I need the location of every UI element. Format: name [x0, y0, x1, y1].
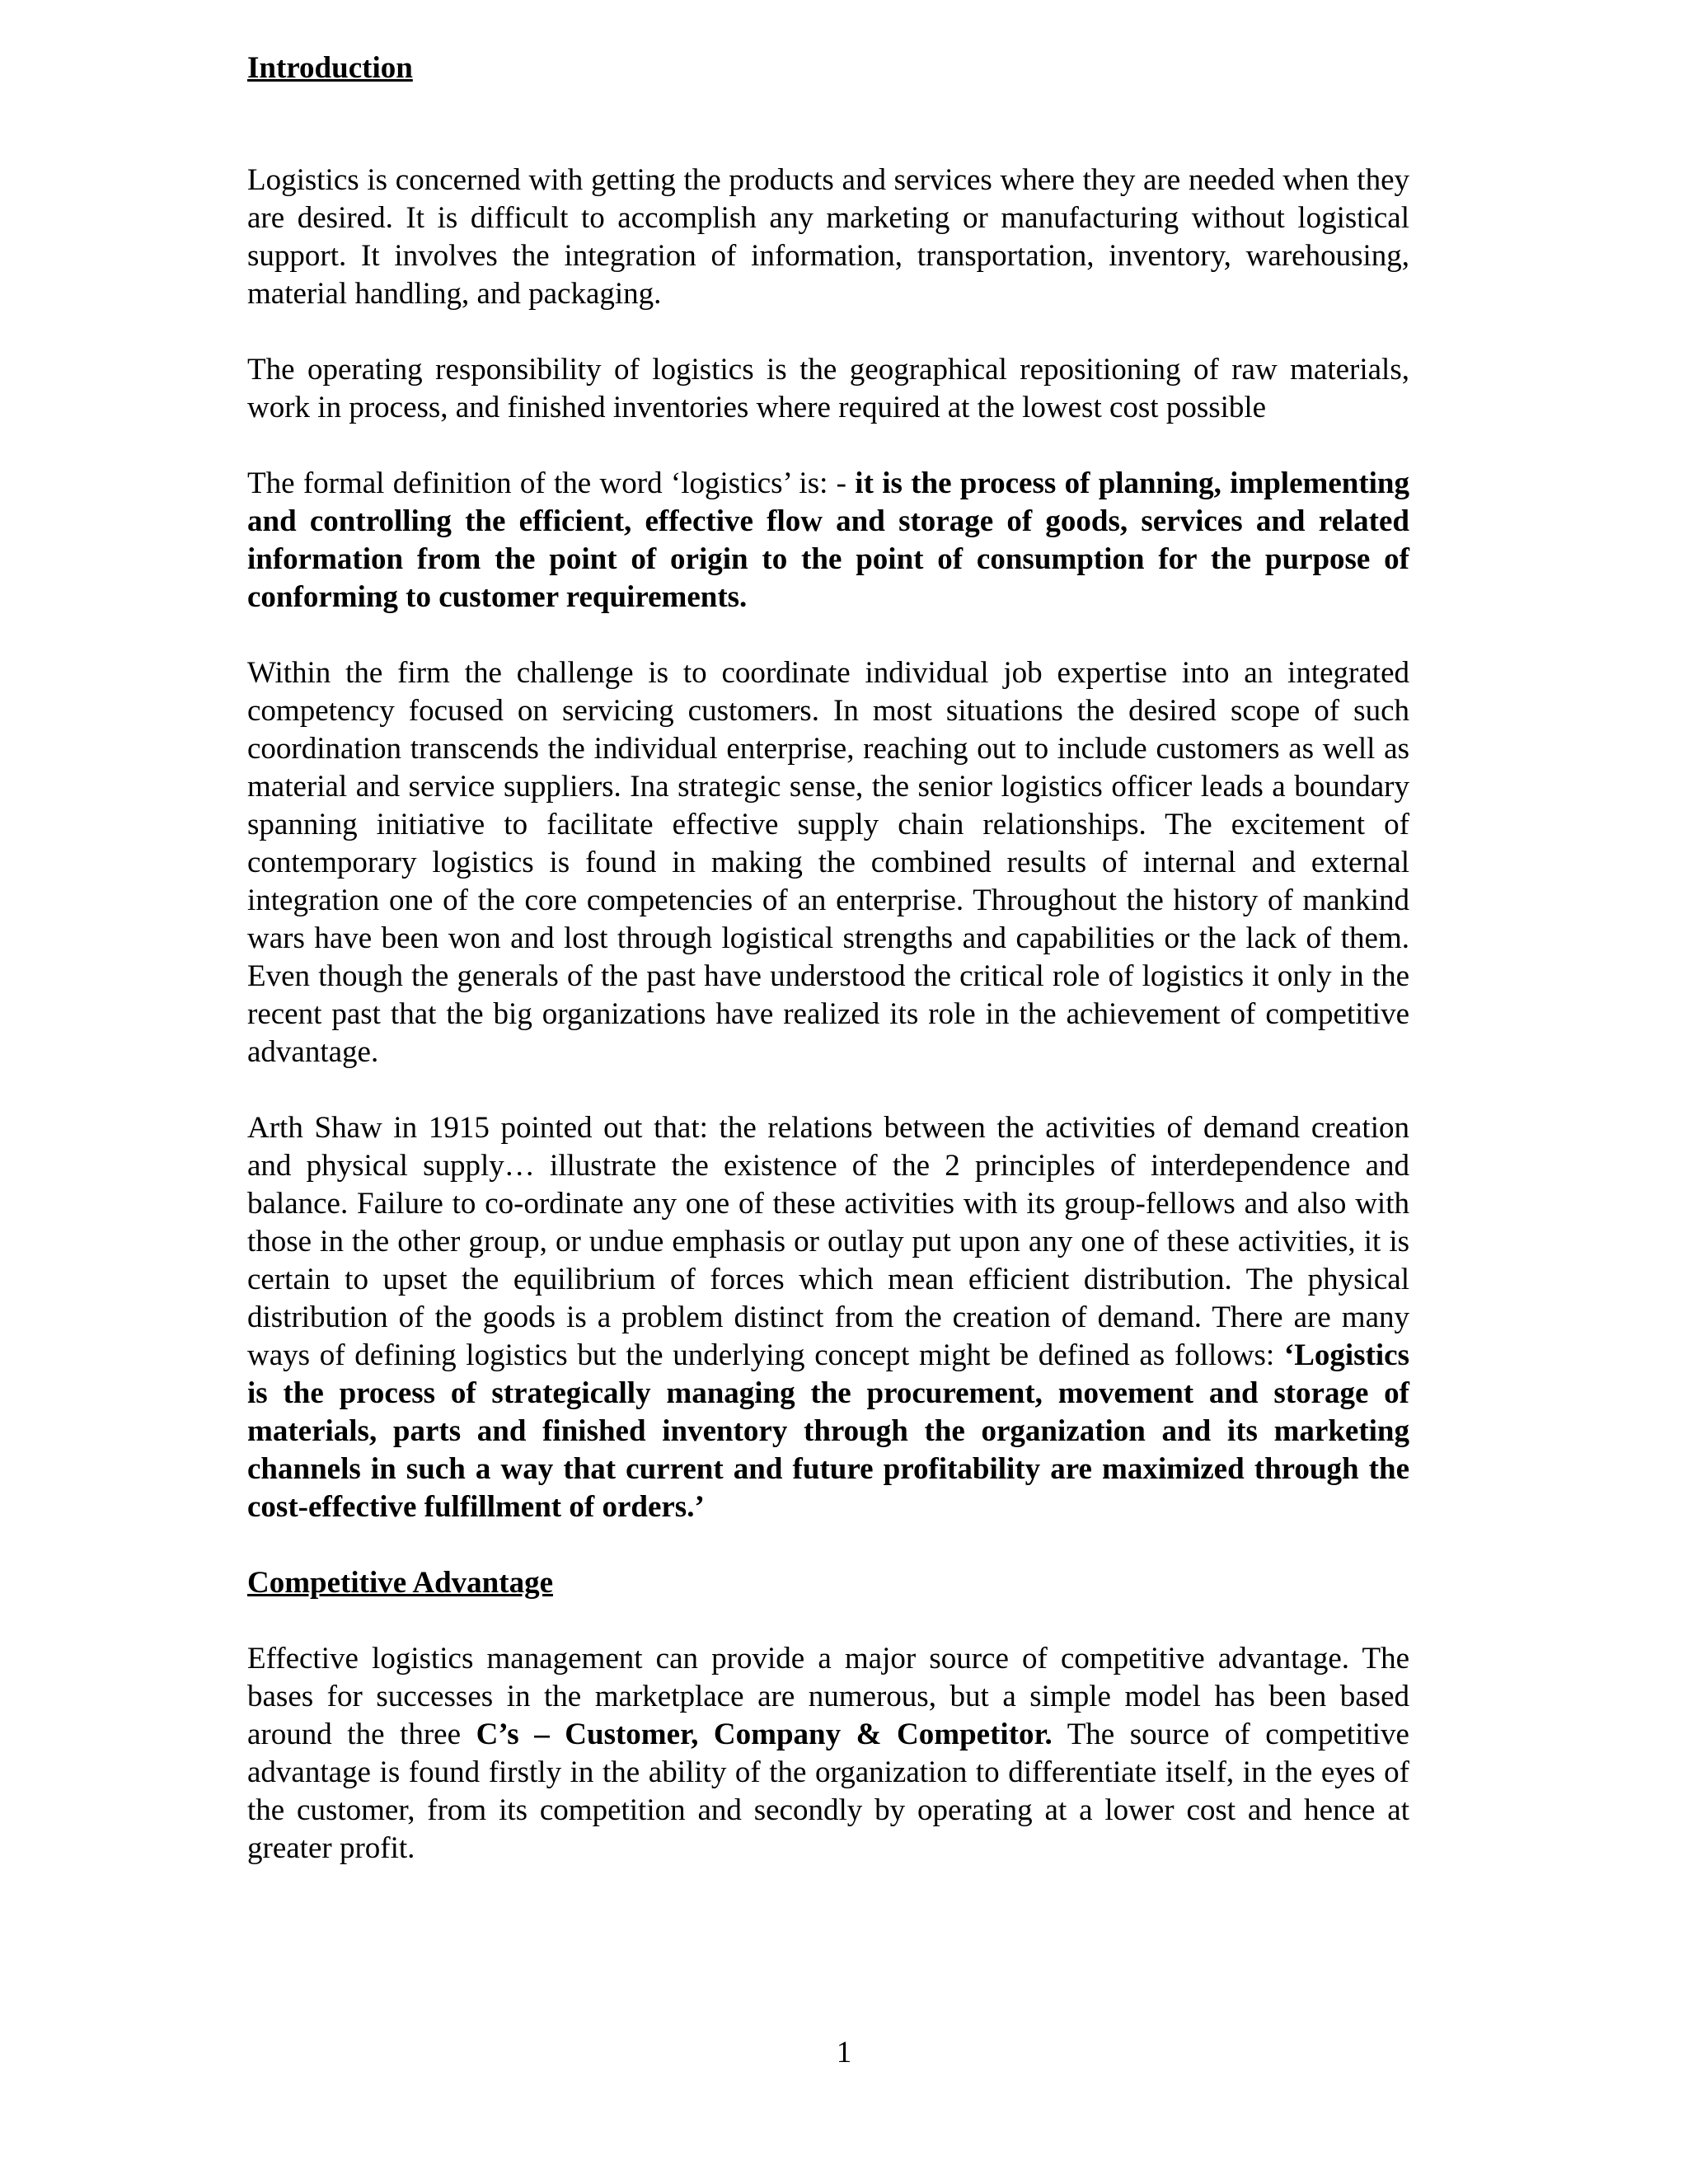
three-cs-bold: C’s – Customer, Company & Competitor. — [476, 1718, 1053, 1751]
introduction-heading: Introduction — [247, 51, 413, 85]
paragraph-logistics-overview: Logistics is concerned with getting the products and services where they are needed when they are desired. It is difficult to accomplish any marketing or manufacturing without logistical support. It involves the integration of information, transportation, inventory, warehousing, material handling, and packaging. — [247, 163, 1409, 311]
paragraph-competitive-advantage — [247, 1640, 1409, 1868]
logistics-definition-bold: ‘Logistics is the process of strategically managing the procurement, movement and storage of materials, parts and finished inventory through the organization and its marketing channels in such a way that current and future profitability are maximized through the cost-effective fulfillment of orders.’ — [247, 1338, 1409, 1524]
page-number: 1 — [836, 2036, 852, 2069]
formal-definition-bold: it is the process of planning, implementing and controlling the efficient, effective flow and storage of goods, services and related information from the point of origin to the point of consumption for the purpose of conforming to customer requirements. — [247, 466, 1409, 614]
document-page — [247, 49, 1409, 1868]
competitive-advantage-heading: Competitive Advantage — [247, 1566, 553, 1600]
paragraph-within-the-firm: Within the firm the challenge is to coordinate individual job expertise into an integrated competency focused on servicing customers. In most situations the desired scope of such coordination transcends the individual enterprise, reaching out to include customers as well as material and service suppliers. Ina strategic sense, the senior logistics officer leads a boundary spanning initiative to facilitate effective supply chain relationships. The excitement of contemporary logistics is found in making the combined results of internal and external integration one of the core competencies of an enterprise. Throughout the history of mankind wars have been won and lost through logistical strengths and capabilities or the lack of them. Even though the generals of the past have understood the critical role of logistics it only in the recent past that the big organizations have realized its role in the achievement of competitive advantage. — [247, 656, 1409, 1069]
arth-shaw-lead: Arth Shaw in 1915 pointed out that: the relations between the activities of demand creation and physical supply… illustrate the existence of the 2 principles of interdependence and balance. Failure to co-ordinate any one of these activities with its group-fellows and also with those in the other group, or undue emphasis or outlay put upon any one of these activities, it is certain to upset the equilibrium of forces which mean efficient distribution. The physical distribution of the goods is a problem distinct from the creation of demand. There are many ways of defining logistics but the underlying concept might be defined as follows: — [247, 1111, 1409, 1372]
competitive-advantage-tail: The source of competitive advantage is found firstly in the ability of the organization to differentiate itself, in the eyes of the customer, from its competition and secondly by operating at a lower cost and hence at greater profit. — [247, 1718, 1409, 1865]
paragraph-arth-shaw — [247, 1109, 1409, 1526]
formal-definition-lead: The formal definition of the word ‘logistics’ is: - — [247, 466, 856, 500]
competitive-advantage-lead: Effective logistics management can provide a major source of competitive advantage. The bases for successes in the marketplace are numerous, but a simple model has been based around the three — [247, 1642, 1409, 1751]
paragraph-formal-definition — [247, 465, 1409, 616]
paragraph-operating-responsibility: The operating responsibility of logistics is the geographical repositioning of raw materials, work in process, and finished inventories where required at the lowest cost possible — [247, 353, 1409, 424]
